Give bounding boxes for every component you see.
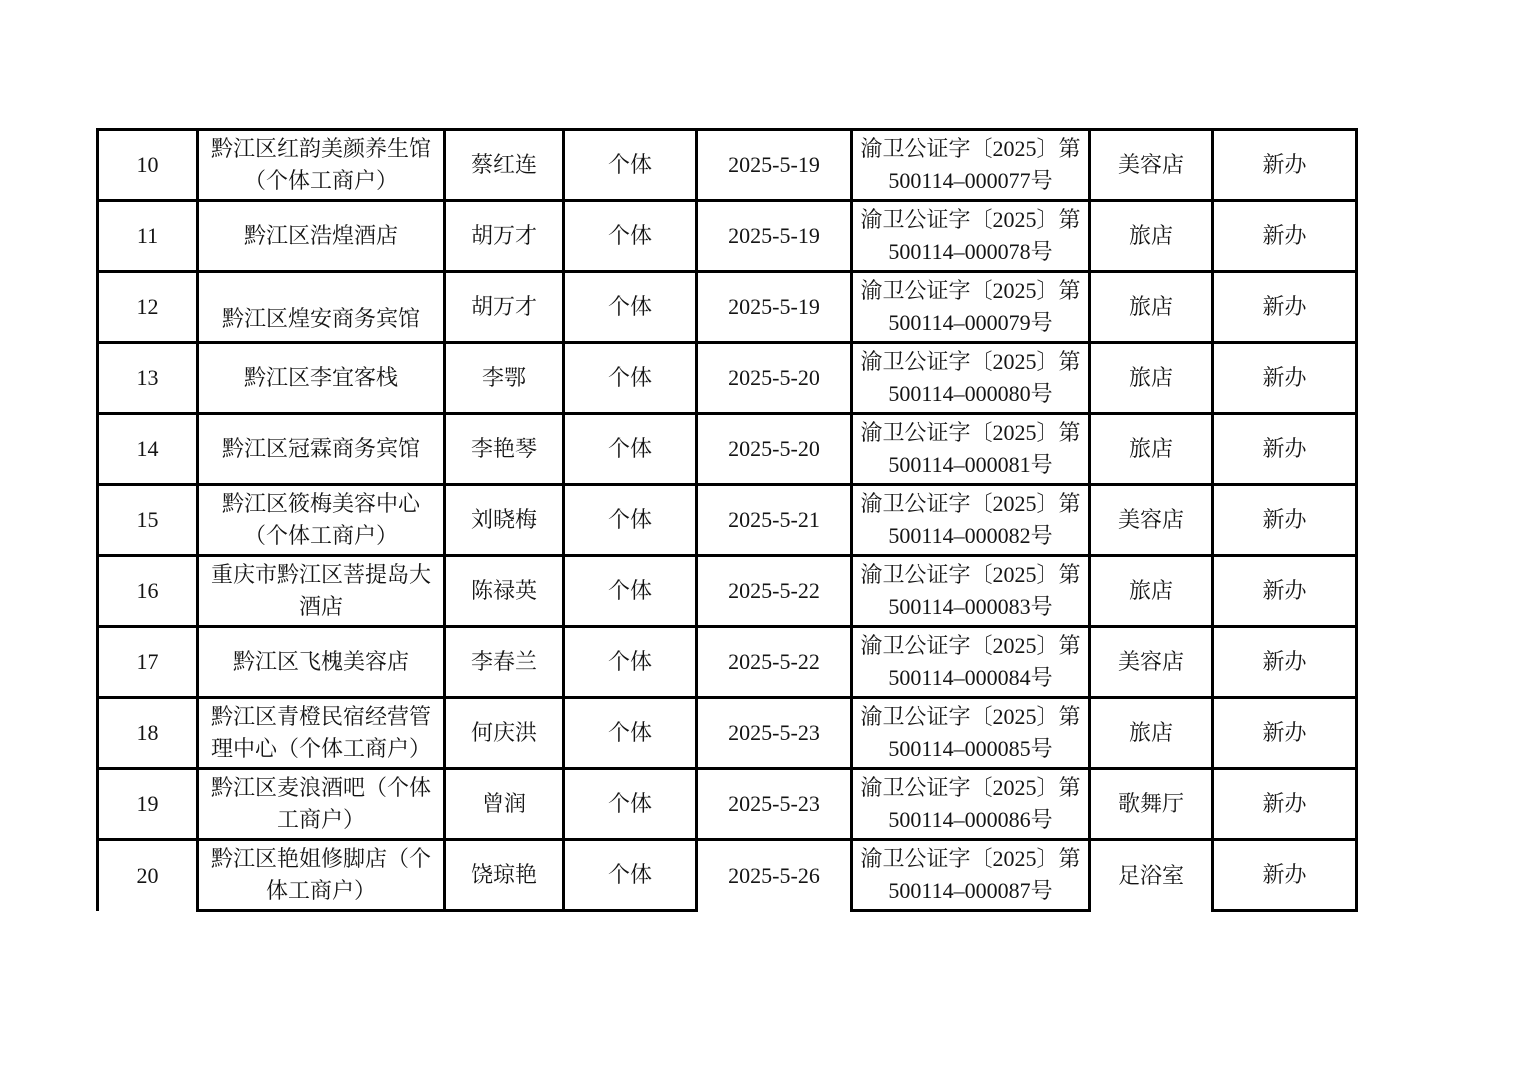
business-category: 美容店: [1090, 485, 1213, 556]
owner-name: 胡万才: [445, 272, 564, 343]
table-row: [98, 201, 1357, 272]
business-name: 黔江区飞槐美容店: [198, 627, 445, 698]
table-row: [98, 556, 1357, 627]
row-number: 13: [98, 343, 198, 414]
business-type: 个体: [564, 272, 697, 343]
business-name: 黔江区艳姐修脚店（个体工商户）: [198, 840, 445, 911]
row-number: 20: [98, 840, 198, 911]
handle-type: 新办: [1213, 272, 1357, 343]
table-body: [98, 130, 1357, 911]
license-number-line: 500114–000080号: [888, 381, 1053, 406]
business-category: 美容店: [1090, 627, 1213, 698]
license-number-line: 渝卫公证字〔2025〕第: [860, 491, 1081, 517]
business-name: 黔江区筱梅美容中心（个体工商户）: [198, 485, 445, 556]
owner-name: 刘晓梅: [445, 485, 564, 556]
approval-date: 2025-5-21: [697, 485, 852, 556]
row-number: 17: [98, 627, 198, 698]
table-row: [98, 130, 1357, 201]
business-name: 黔江区麦浪酒吧（个体工商户）: [198, 769, 445, 840]
table-row: [98, 485, 1357, 556]
approval-date: 2025-5-23: [697, 698, 852, 769]
business-name: 黔江区青橙民宿经营管理中心（个体工商户）: [198, 698, 445, 769]
license-number-line: 500114–000081号: [888, 452, 1053, 477]
handle-type: 新办: [1213, 485, 1357, 556]
business-type: 个体: [564, 698, 697, 769]
business-category: 美容店: [1090, 130, 1213, 201]
owner-name: 胡万才: [445, 201, 564, 272]
table-row: [98, 343, 1357, 414]
business-category: 旅店: [1090, 272, 1213, 343]
business-type: 个体: [564, 556, 697, 627]
handle-type: 新办: [1213, 769, 1357, 840]
business-name: 黔江区煌安商务宾馆: [198, 272, 445, 343]
business-category: 歌舞厅: [1090, 769, 1213, 840]
table-row: [98, 769, 1357, 840]
license-number-line: 渝卫公证字〔2025〕第: [860, 633, 1081, 659]
approval-date: 2025-5-20: [697, 414, 852, 485]
license-number-line: 渝卫公证字〔2025〕第: [860, 349, 1081, 375]
business-name: 黔江区李宜客栈: [198, 343, 445, 414]
handle-type: 新办: [1213, 130, 1357, 201]
license-number: [852, 840, 1090, 911]
business-name: 黔江区冠霖商务宾馆: [198, 414, 445, 485]
approval-date: 2025-5-22: [697, 556, 852, 627]
owner-name: 曾润: [445, 769, 564, 840]
owner-name: 何庆洪: [445, 698, 564, 769]
business-name: 黔江区红韵美颜养生馆（个体工商户）: [198, 130, 445, 201]
owner-name: 蔡红连: [445, 130, 564, 201]
license-number-line: 渝卫公证字〔2025〕第: [860, 278, 1081, 304]
table-row: [98, 840, 1357, 911]
business-type: 个体: [564, 414, 697, 485]
owner-name: 李鄂: [445, 343, 564, 414]
business-category: 足浴室: [1090, 840, 1213, 911]
license-number-line: 500114–000084号: [888, 665, 1053, 690]
business-type: 个体: [564, 485, 697, 556]
license-number: [852, 698, 1090, 769]
table-row: [98, 414, 1357, 485]
row-number: 15: [98, 485, 198, 556]
row-number: 14: [98, 414, 198, 485]
approval-date: 2025-5-22: [697, 627, 852, 698]
row-number: 18: [98, 698, 198, 769]
table-row: [98, 272, 1357, 343]
license-number-line: 500114–000085号: [888, 736, 1053, 761]
license-number-line: 渝卫公证字〔2025〕第: [860, 846, 1081, 872]
license-number: [852, 414, 1090, 485]
row-number: 16: [98, 556, 198, 627]
business-type: 个体: [564, 343, 697, 414]
license-number-line: 渝卫公证字〔2025〕第: [860, 562, 1081, 588]
license-number: [852, 343, 1090, 414]
approval-date: 2025-5-26: [697, 840, 852, 911]
row-number: 19: [98, 769, 198, 840]
license-number-line: 500114–000077号: [888, 168, 1053, 193]
license-number-line: 500114–000086号: [888, 807, 1053, 832]
license-number-line: 渝卫公证字〔2025〕第: [860, 420, 1081, 446]
row-number: 10: [98, 130, 198, 201]
business-name: 重庆市黔江区菩提岛大酒店: [198, 556, 445, 627]
handle-type: 新办: [1213, 343, 1357, 414]
row-number: 12: [98, 272, 198, 343]
handle-type: 新办: [1213, 201, 1357, 272]
table-row: [98, 698, 1357, 769]
approval-date: 2025-5-23: [697, 769, 852, 840]
license-number: [852, 485, 1090, 556]
license-number-line: 500114–000078号: [888, 239, 1053, 264]
business-name: 黔江区浩煌酒店: [198, 201, 445, 272]
business-type: 个体: [564, 201, 697, 272]
license-number: [852, 201, 1090, 272]
approval-date: 2025-5-19: [697, 272, 852, 343]
license-number-line: 渝卫公证字〔2025〕第: [860, 207, 1081, 233]
handle-type: 新办: [1213, 414, 1357, 485]
approval-date: 2025-5-19: [697, 130, 852, 201]
business-type: 个体: [564, 840, 697, 911]
license-number: [852, 627, 1090, 698]
license-number-line: 500114–000087号: [888, 878, 1053, 903]
business-category: 旅店: [1090, 556, 1213, 627]
table-row: [98, 627, 1357, 698]
business-type: 个体: [564, 769, 697, 840]
business-type: 个体: [564, 130, 697, 201]
license-number-line: 500114–000083号: [888, 594, 1053, 619]
owner-name: 李艳琴: [445, 414, 564, 485]
license-number-line: 渝卫公证字〔2025〕第: [860, 704, 1081, 730]
approval-date: 2025-5-20: [697, 343, 852, 414]
business-type: 个体: [564, 627, 697, 698]
license-number-line: 500114–000079号: [888, 310, 1053, 335]
handle-type: 新办: [1213, 627, 1357, 698]
license-number: [852, 130, 1090, 201]
owner-name: 李春兰: [445, 627, 564, 698]
license-number: [852, 272, 1090, 343]
approval-date: 2025-5-19: [697, 201, 852, 272]
license-number-line: 渝卫公证字〔2025〕第: [860, 775, 1081, 801]
license-number-line: 500114–000082号: [888, 523, 1053, 548]
owner-name: 饶琼艳: [445, 840, 564, 911]
license-number: [852, 769, 1090, 840]
license-number-line: 渝卫公证字〔2025〕第: [860, 136, 1081, 162]
business-category: 旅店: [1090, 343, 1213, 414]
owner-name: 陈禄英: [445, 556, 564, 627]
business-category: 旅店: [1090, 414, 1213, 485]
handle-type: 新办: [1213, 556, 1357, 627]
handle-type: 新办: [1213, 698, 1357, 769]
handle-type: 新办: [1213, 840, 1357, 911]
business-category: 旅店: [1090, 698, 1213, 769]
license-number: [852, 556, 1090, 627]
license-table: [96, 128, 1358, 912]
business-category: 旅店: [1090, 201, 1213, 272]
row-number: 11: [98, 201, 198, 272]
